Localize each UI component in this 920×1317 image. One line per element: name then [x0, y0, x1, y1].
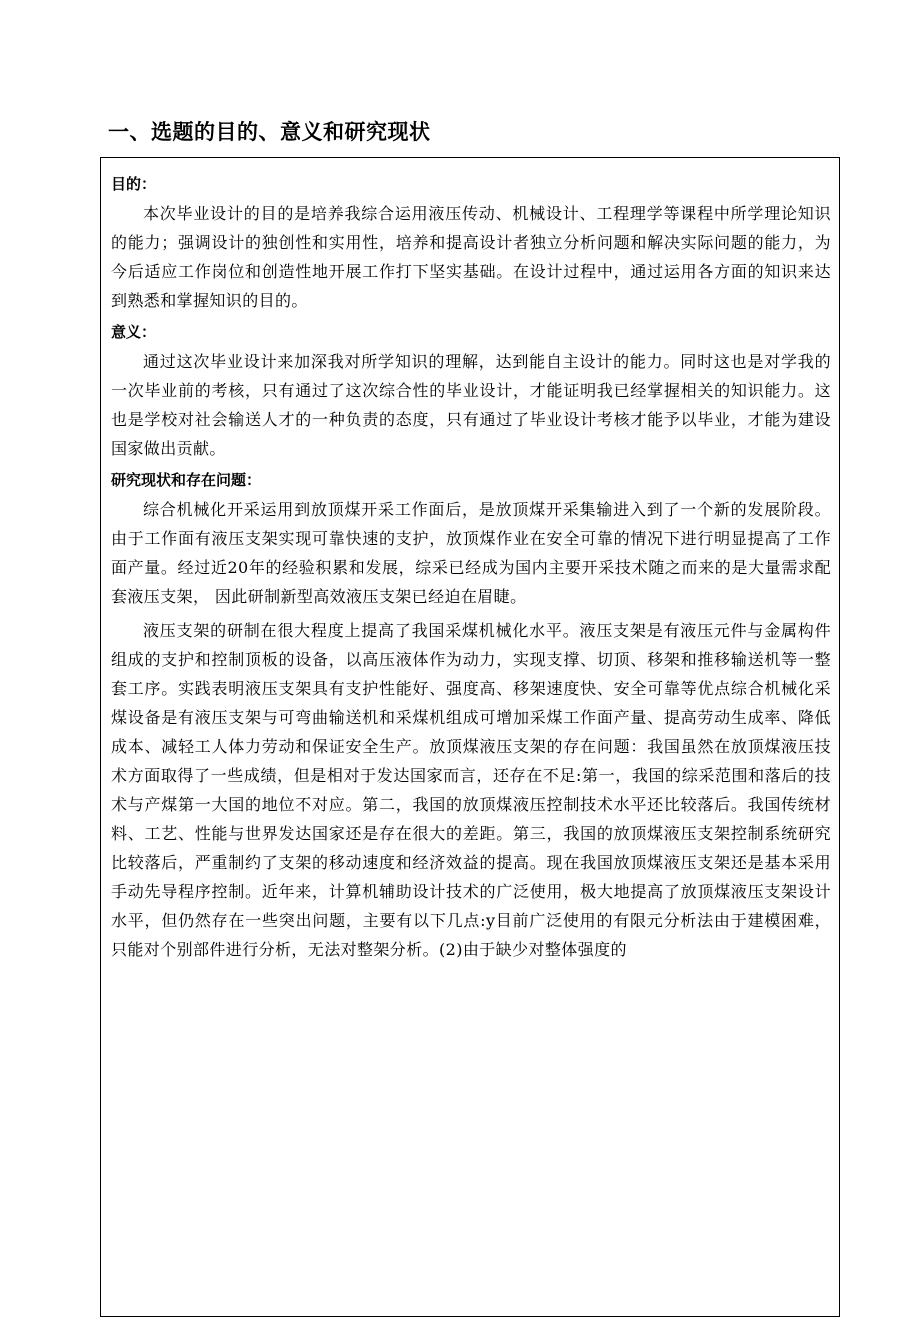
purpose-paragraph: 本次毕业设计的目的是培养我综合运用液压传动、机械设计、工程理学等课程中所学理论知识的能力；强调设计的独创性和实用性，培养和提高设计者独立分析问题和解决实际问题的能力，为今后适应工作岗位和创造性地开展工作打下坚实基础。在设计过程中，通过运用各方面的知识来达到熟悉和掌握知识的目的。 [111, 204, 831, 310]
significance-paragraph: 通过这次毕业设计来加深我对所学知识的理解，达到能自主设计的能力。同时这也是对学我的一次毕业前的考核，只有通过了这次综合性的毕业设计，才能证明我已经掌握相关的知识能力。这也是学校对社会输送人才的一种负责的态度，只有通过了毕业设计考核才能予以毕业，才能为建设国家做出贡献。 [111, 352, 831, 458]
purpose-label: 目的： [111, 175, 157, 193]
significance-label: 意义： [111, 323, 157, 341]
section-heading: 一、选题的目的、意义和研究现状 [108, 120, 431, 144]
content-table-cell [100, 157, 840, 1317]
research-status-label: 研究现状和存在问题： [111, 471, 262, 489]
research-status-paragraph: 综合机械化开采运用到放顶煤开采工作面后，是放顶煤开采集输进入到了一个新的发展阶段。由于工作面有液压支架实现可靠快速的支护，放顶煤作业在安全可靠的情况下进行明显提高了工作面产量。经过近20年的经验积累和发展，综采已经成为国内主要开采技术随之而来的是大量需求配套液压支架， 因此研制新型高效液压支架已经迫在眉睫。 [111, 500, 831, 606]
research-status-paragraph: 液压支架的研制在很大程度上提高了我国采煤机械化水平。液压支架是有液压元件与金属构件组成的支护和控制顶板的设备，以高压液体作为动力，实现支撑、切顶、移架和推移输送机等一整套工序。实践表明液压支架具有支护性能好、强度高、移架速度快、安全可靠等优点综合机械化采煤设备是有液压支架与可弯曲输送机和采煤机组成可增加采煤工作面产量、提高劳动生成率、降低成本、减轻工人体力劳动和保证安全生产。放顶煤液压支架的存在问题：我国虽然在放顶煤液压技术方面取得了一些成绩，但是相对于发达国家而言，还存在不足:第一，我国的综采范围和落后的技术与产煤第一大国的地位不对应。第二，我国的放顶煤液压控制技术水平还比较落后。我国传统材料、工艺、性能与世界发达国家还是存在很大的差距。第三，我国的放顶煤液压支架控制系统研究比较落后，严重制约了支架的移动速度和经济效益的提高。现在我国放顶煤液压支架还是基本采用手动先导程序控制。近年来，计算机辅助设计技术的广泛使用，极大地提高了放顶煤液压支架设计水平，但仍然存在一些突出问题，主要有以下几点:y目前广泛使用的有限元分析法由于建模困难，只能对个别部件进行分析，无法对整架分析。(2)由于缺少对整体强度的 [111, 621, 831, 959]
